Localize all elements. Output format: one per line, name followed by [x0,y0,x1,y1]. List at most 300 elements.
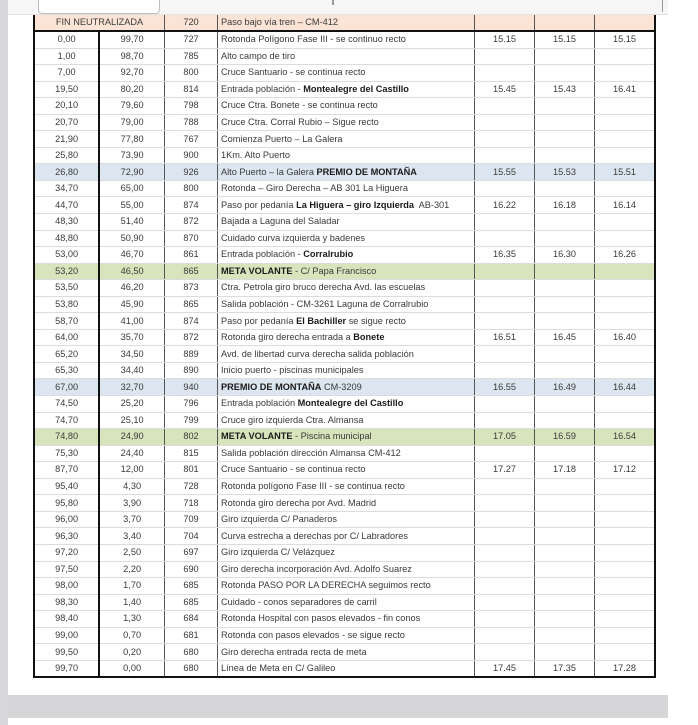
description-suffix: CM-3209 [321,381,362,392]
altitude: 681 [165,627,218,644]
km-covered: 44,70 [34,197,99,214]
km-covered: 98,30 [34,594,99,611]
description-highlight: Montealegre del Castillo [303,83,409,94]
km-covered: 58,70 [34,313,99,330]
route-description [218,644,475,661]
route-description [218,230,475,247]
time-fast: 16.55 [475,379,535,396]
km-covered: 48,80 [34,230,99,247]
time-medium [535,296,595,313]
km-remaining: 98,70 [99,48,164,65]
time-slow [595,528,656,545]
description-highlight: El Bachiller [296,315,347,326]
route-description [218,528,475,545]
km-covered: 64,00 [34,329,99,346]
altitude: 690 [165,561,218,578]
page-mark [332,0,334,5]
description-text: Ctra. Petrola giro bruco derecha Avd. las escuelas [221,282,426,293]
time-fast [475,48,535,65]
description-highlight: META VOLANTE [221,431,293,442]
table-row [34,81,655,98]
km-covered: 53,80 [34,296,99,313]
altitude: 889 [165,346,218,363]
page-mark [662,0,663,12]
time-medium [535,511,595,528]
altitude: 800 [165,180,218,197]
km-remaining: 1,40 [99,594,164,611]
time-medium [535,98,595,115]
time-medium [535,611,595,628]
altitude: 940 [165,379,218,396]
table-row [34,65,655,82]
time-medium [535,561,595,578]
time-slow [595,362,656,379]
altitude: 814 [165,81,218,98]
route-description [218,412,475,429]
description-text: Paso por pedanía [221,315,297,326]
table-row [34,396,655,413]
route-description [218,164,475,181]
time-medium [535,114,595,131]
altitude: 684 [165,611,218,628]
time-slow [595,313,656,330]
description-text: Rotonda con pasos elevados - se sigue recto [221,629,405,640]
km-covered: 99,70 [34,660,99,677]
altitude: 680 [165,660,218,677]
km-remaining: 24,90 [99,429,164,446]
route-description [218,214,475,231]
table-row [34,263,655,280]
description-text: Paso por pedanía [221,199,297,210]
time-fast [475,611,535,628]
km-remaining: 80,20 [99,81,164,98]
time-medium: 16.45 [535,329,595,346]
time-slow [595,48,656,65]
km-covered: 75,30 [34,445,99,462]
time-fast: 16.22 [475,197,535,214]
altitude: 785 [165,48,218,65]
km-remaining: 1,30 [99,611,164,628]
km-remaining: 41,00 [99,313,164,330]
description-text: Inicio puerto - piscinas municipales [221,365,364,376]
altitude: 872 [165,214,218,231]
table-row [34,280,655,297]
km-covered: 95,40 [34,478,99,495]
time-slow [595,214,656,231]
time-slow [595,346,656,363]
text-box [38,0,160,14]
table-row [34,346,655,363]
km-remaining: 3,70 [99,511,164,528]
km-covered: 98,00 [34,578,99,595]
time-medium: 17.18 [535,462,595,479]
km-covered: 34,70 [34,180,99,197]
time-fast [475,214,535,231]
altitude: 788 [165,114,218,131]
table-row [34,164,655,181]
altitude: 815 [165,445,218,462]
route-description [218,544,475,561]
time-medium [535,147,595,164]
time-slow: 15.15 [595,31,656,48]
km-remaining: 92,70 [99,65,164,82]
time-medium [535,495,595,512]
time-medium: 16.49 [535,379,595,396]
altitude: 900 [165,147,218,164]
altitude: 874 [165,197,218,214]
table-row [34,478,655,495]
route-description [218,81,475,98]
km-covered: 1,00 [34,48,99,65]
time-slow [595,627,656,644]
description-suffix: se sigue recto [346,315,406,326]
route-description [218,313,475,330]
altitude: 728 [165,478,218,495]
time-fast: 15.55 [475,164,535,181]
time-slow [595,445,656,462]
header-time-2 [535,15,595,31]
time-slow [595,230,656,247]
description-text: Rotonda – Giro Derecha – AB 301 La Higuera [221,183,408,194]
description-text: Salida población dirección Almansa CM-412 [221,447,401,458]
time-slow [595,180,656,197]
route-description [218,578,475,595]
time-medium: 15.15 [535,31,595,48]
time-medium: 16.59 [535,429,595,446]
description-highlight: META VOLANTE [221,265,293,276]
time-medium [535,644,595,661]
table-row [34,31,655,48]
route-description [218,197,475,214]
altitude: 872 [165,329,218,346]
header-description: Paso bajo vía tren – CM-412 [218,15,475,31]
description-text: Rotonda giro derecha por Avd. Madrid [221,497,377,508]
km-remaining: 25,10 [99,412,164,429]
description-text: Rotonda polígono Fase III - se continua recto [221,481,405,492]
route-description [218,511,475,528]
km-covered: 87,70 [34,462,99,479]
altitude: 861 [165,247,218,264]
route-description [218,147,475,164]
time-slow [595,495,656,512]
km-remaining: 46,50 [99,263,164,280]
time-fast: 15.15 [475,31,535,48]
table-header-row [34,15,655,31]
time-medium [535,528,595,545]
time-fast [475,511,535,528]
time-fast [475,594,535,611]
altitude: 799 [165,412,218,429]
route-description [218,296,475,313]
km-remaining: 0,70 [99,627,164,644]
table-row [34,197,655,214]
km-remaining: 34,50 [99,346,164,363]
header-altitude: 720 [165,15,218,31]
time-slow [595,65,656,82]
route-description [218,329,475,346]
km-remaining: 35,70 [99,329,164,346]
time-medium [535,65,595,82]
time-fast: 16.35 [475,247,535,264]
altitude: 873 [165,280,218,297]
time-fast [475,65,535,82]
description-text: Rotonda Polígono Fase III - se continuo recto [221,34,406,45]
description-text: Giro izquierda C/ Velázquez [221,547,335,558]
km-remaining: 45,90 [99,296,164,313]
time-medium [535,214,595,231]
time-slow: 16.41 [595,81,656,98]
time-slow [595,114,656,131]
km-covered: 74,50 [34,396,99,413]
description-highlight: PREMIO DE MONTAÑA [221,381,322,392]
route-description [218,594,475,611]
time-slow [595,412,656,429]
km-covered: 65,20 [34,346,99,363]
route-description [218,346,475,363]
table-row [34,412,655,429]
km-covered: 97,50 [34,561,99,578]
time-slow: 16.40 [595,329,656,346]
time-medium [535,478,595,495]
time-medium [535,230,595,247]
altitude: 796 [165,396,218,413]
description-text: Entrada población [221,398,298,409]
altitude: 697 [165,544,218,561]
time-medium [535,412,595,429]
km-remaining: 51,40 [99,214,164,231]
description-text: Rotonda PASO POR LA DERECHA seguimos recto [221,580,431,591]
route-description [218,462,475,479]
km-remaining: 32,70 [99,379,164,396]
altitude: 798 [165,98,218,115]
km-remaining: 79,00 [99,114,164,131]
route-timetable [33,15,656,678]
time-fast [475,131,535,148]
km-covered: 97,20 [34,544,99,561]
table-row [34,180,655,197]
time-medium [535,396,595,413]
table-row [34,230,655,247]
km-remaining: 3,90 [99,495,164,512]
description-text: Comienza Puerto – La Galera [221,133,343,144]
time-medium: 15.53 [535,164,595,181]
km-covered: 99,50 [34,644,99,661]
route-description [218,180,475,197]
km-covered: 20,70 [34,114,99,131]
time-fast [475,412,535,429]
time-fast [475,147,535,164]
km-covered: 53,20 [34,263,99,280]
table-row [34,561,655,578]
time-fast [475,362,535,379]
route-description [218,495,475,512]
km-remaining: 65,00 [99,180,164,197]
route-description [218,379,475,396]
route-description [218,280,475,297]
time-slow: 17.28 [595,660,656,677]
route-description [218,429,475,446]
km-covered: 19,50 [34,81,99,98]
time-slow: 16.54 [595,429,656,446]
time-fast [475,280,535,297]
time-medium: 16.30 [535,247,595,264]
route-description [218,263,475,280]
km-covered: 67,00 [34,379,99,396]
km-covered: 0,00 [34,31,99,48]
altitude: 870 [165,230,218,247]
altitude: 926 [165,164,218,181]
time-medium [535,346,595,363]
time-fast: 17.27 [475,462,535,479]
table-row [34,544,655,561]
time-slow [595,280,656,297]
km-remaining: 34,40 [99,362,164,379]
description-text: Entrada población - [221,83,304,94]
km-covered: 25,80 [34,147,99,164]
time-fast: 16.51 [475,329,535,346]
time-medium [535,627,595,644]
time-medium [535,362,595,379]
time-slow: 15.51 [595,164,656,181]
km-covered: 48,30 [34,214,99,231]
km-covered: 65,30 [34,362,99,379]
description-highlight: Montealegre del Castillo [297,398,404,409]
altitude: 802 [165,429,218,446]
table-row [34,362,655,379]
description-highlight: La Higuera – giro Izquierda [296,199,415,210]
time-medium [535,578,595,595]
time-fast [475,263,535,280]
time-fast [475,495,535,512]
table-row [34,147,655,164]
altitude: 704 [165,528,218,545]
time-medium: 15.43 [535,81,595,98]
table-row [34,296,655,313]
altitude: 890 [165,362,218,379]
table-row [34,495,655,512]
table-row [34,644,655,661]
description-text: Giro derecha entrada recta de meta [221,646,367,657]
km-covered: 96,30 [34,528,99,545]
route-description [218,131,475,148]
time-fast [475,445,535,462]
table-row [34,660,655,677]
km-remaining: 72,90 [99,164,164,181]
km-covered: 95,80 [34,495,99,512]
route-description [218,478,475,495]
table-row [34,329,655,346]
route-description [218,65,475,82]
altitude: 718 [165,495,218,512]
route-description [218,611,475,628]
km-remaining: 0,20 [99,644,164,661]
table-row [34,594,655,611]
altitude: 865 [165,263,218,280]
description-text: Cruce giro izquierda Ctra. Almansa [221,414,364,425]
neutral-label: FIN NEUTRALIZADA [34,15,165,31]
table-row [34,528,655,545]
description-text: Cruce Santuario - se continua recto [221,67,366,78]
description-highlight: Bonete [353,332,385,343]
description-text: Rotonda Hospital con pasos elevados - fin conos [221,613,421,624]
km-covered: 96,00 [34,511,99,528]
time-fast [475,544,535,561]
time-medium [535,544,595,561]
altitude: 767 [165,131,218,148]
km-remaining: 99,70 [99,31,164,48]
description-highlight: PREMIO DE MONTAÑA [316,166,417,177]
altitude: 685 [165,578,218,595]
time-fast [475,396,535,413]
time-fast [475,627,535,644]
header-time-1 [475,15,535,31]
description-text: Línea de Meta en C/ Galileo [221,663,336,674]
time-slow [595,478,656,495]
description-text: Giro izquierda C/ Panaderos [221,514,337,525]
km-covered: 7,00 [34,65,99,82]
km-remaining: 50,90 [99,230,164,247]
description-text: Curva estrecha a derechas por C/ Labradores [221,530,408,541]
page-separator [8,695,668,718]
time-slow [595,131,656,148]
route-description [218,445,475,462]
description-text: Rotonda giro derecha entrada a [221,332,354,343]
time-medium: 16.18 [535,197,595,214]
time-fast [475,313,535,330]
header-time-3 [595,15,656,31]
km-remaining: 1,70 [99,578,164,595]
altitude: 874 [165,313,218,330]
route-description [218,114,475,131]
altitude: 709 [165,511,218,528]
time-slow [595,561,656,578]
description-text: Cuidado curva izquierda y badenes [221,232,366,243]
time-medium [535,313,595,330]
time-fast: 15.45 [475,81,535,98]
km-remaining: 2,20 [99,561,164,578]
route-description [218,660,475,677]
km-covered: 21,90 [34,131,99,148]
table-row [34,429,655,446]
time-slow [595,263,656,280]
route-description [218,48,475,65]
km-remaining: 24,40 [99,445,164,462]
time-slow [595,594,656,611]
time-medium [535,594,595,611]
table-row [34,511,655,528]
description-highlight: Corralrubio [303,249,354,260]
time-fast [475,478,535,495]
route-description [218,362,475,379]
table-row [34,214,655,231]
km-remaining: 25,20 [99,396,164,413]
time-fast [475,578,535,595]
km-remaining: 4,30 [99,478,164,495]
description-text: 1Km. Alto Puerto [221,150,290,161]
description-text: Cuidado - conos separadores de carril [221,596,377,607]
time-fast [475,528,535,545]
time-medium [535,131,595,148]
altitude: 800 [165,65,218,82]
table-row [34,313,655,330]
altitude: 801 [165,462,218,479]
time-medium [535,180,595,197]
km-covered: 53,50 [34,280,99,297]
table-row [34,114,655,131]
km-remaining: 46,20 [99,280,164,297]
route-description [218,627,475,644]
km-covered: 74,70 [34,412,99,429]
